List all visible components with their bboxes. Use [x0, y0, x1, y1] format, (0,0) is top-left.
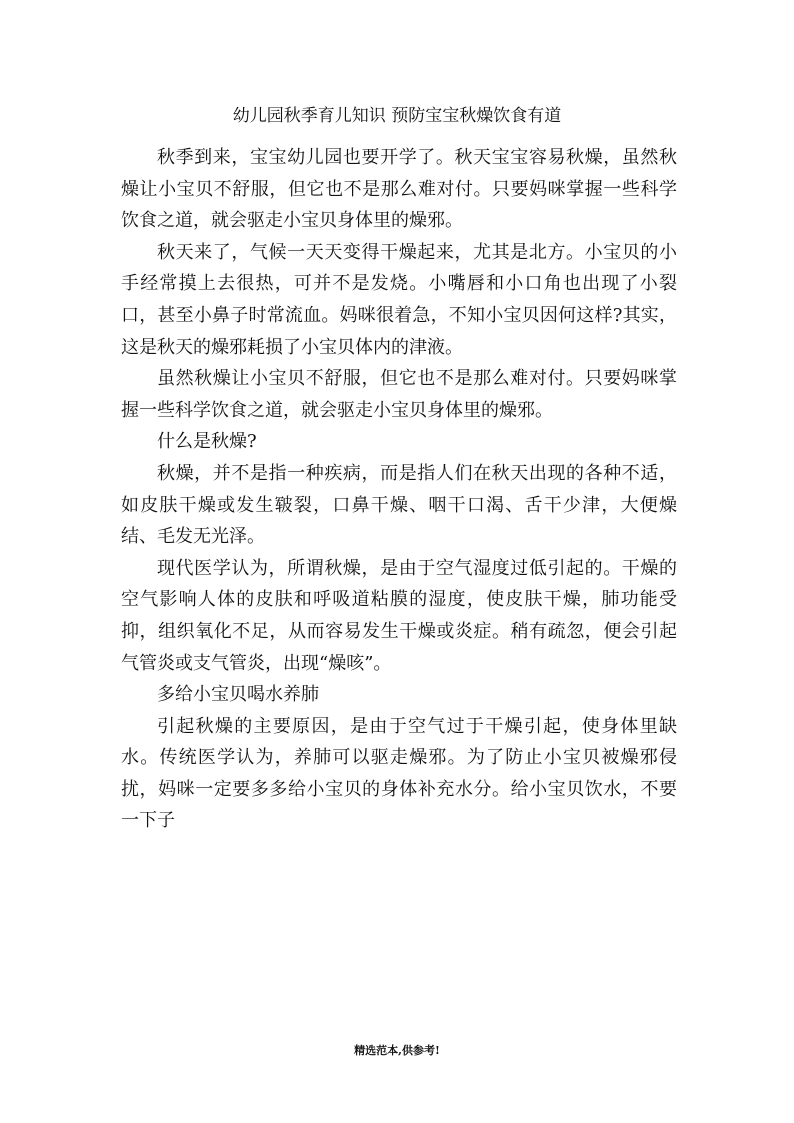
paragraph-intro: 秋季到来，宝宝幼儿园也要开学了。秋天宝宝容易秋燥，虽然秋燥让小宝贝不舒服，但它也不是那么难对付。只要妈咪掌握一些科学饮食之道，就会驱走小宝贝身体里的燥邪。	[121, 147, 677, 232]
section-heading-what-is-qiuzao: 什么是秋燥?	[157, 431, 257, 453]
paragraph-diet-advice: 虽然秋燥让小宝贝不舒服，但它也不是那么难对付。只要妈咪掌握一些科学饮食之道，就会驱走小宝贝身体里的燥邪。	[121, 368, 677, 421]
paragraph-autumn-dryness-symptoms: 秋天来了，气候一天天变得干燥起来，尤其是北方。小宝贝的小手经常摸上去很热，可并不是发烧。小嘴唇和小口角也出现了小裂口，甚至小鼻子时常流血。妈咪很着急，不知小宝贝因何这样?其实，这是秋天的燥邪耗损了小宝贝体内的津液。	[121, 241, 677, 358]
section-heading-drink-water: 多给小宝贝喝水养肺	[157, 684, 319, 706]
paragraph-drink-water: 引起秋燥的主要原因，是由于空气过于干燥引起，使身体里缺水。传统医学认为，养肺可以驱走燥邪。为了防止小宝贝被燥邪侵扰，妈咪一定要多多给小宝贝的身体补充水分。给小宝贝饮水，不要一下子	[121, 715, 677, 832]
document-body	[121, 142, 677, 837]
paragraph-modern-medicine: 现代医学认为，所谓秋燥，是由于空气湿度过低引起的。干燥的空气影响人体的皮肤和呼吸道粘膜的湿度，使皮肤干燥，肺功能受抑，组织氧化不足，从而容易发生干燥或炎症。稍有疏忽，便会引起气管炎或支气管炎，出现“燥咳”。	[121, 557, 677, 674]
page-footer: 精选范本,供参考!	[354, 1044, 440, 1057]
document-title: 幼儿园秋季育儿知识 预防宝宝秋燥饮食有道	[232, 106, 562, 126]
paragraph-qiuzao-definition: 秋燥，并不是指一种疾病，而是指人们在秋天出现的各种不适，如皮肤干燥或发生皲裂，口鼻干燥、咽干口渴、舌干少津，大便燥结、毛发无光泽。	[121, 462, 677, 548]
